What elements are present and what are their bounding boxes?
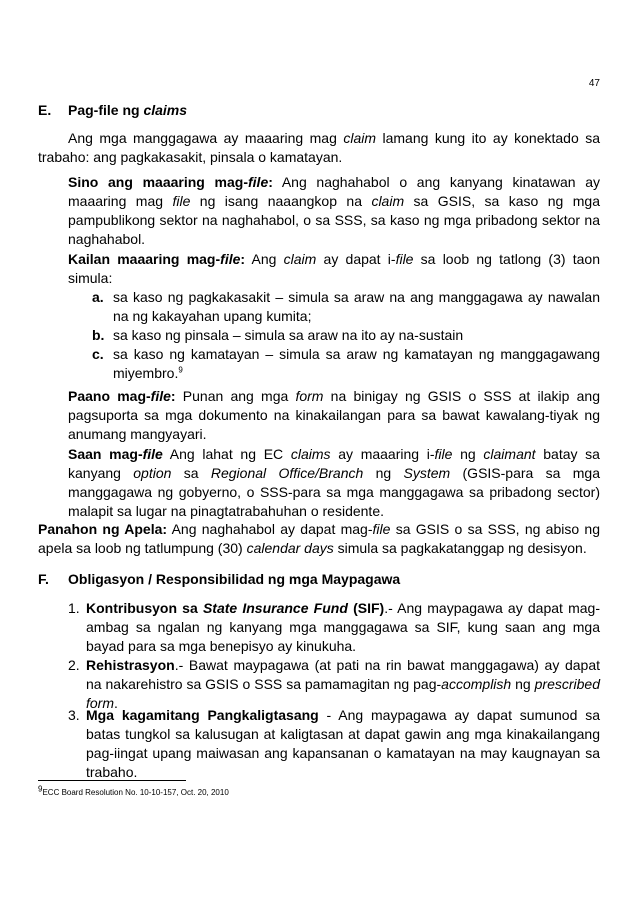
section-e-letter: E. — [38, 102, 52, 118]
sino-file-term: file — [172, 193, 191, 209]
kailan-file-term: file — [395, 251, 414, 267]
kailan-text-3: sa loob ng tatlong (3) taon simula: — [68, 251, 600, 286]
kailan-text: Ang — [245, 251, 284, 267]
list-item-text: sa kaso ng kamatayan – simula sa araw ng kamatayan ng manggagawang miyembro. — [113, 346, 600, 381]
paano-label-file: file — [150, 388, 171, 404]
list-marker: 1. — [68, 600, 80, 616]
saan-option-term: option — [133, 465, 172, 481]
kailan-label-file: file — [220, 251, 241, 267]
page-number: 47 — [588, 78, 600, 89]
paano-text: Punan ang mga — [175, 388, 296, 404]
panahon-file-term: file — [372, 521, 391, 537]
item-label: Kontribusyon sa — [86, 600, 203, 616]
saan-claims-term: claims — [290, 446, 331, 462]
saan-label: Saan mag- — [68, 446, 143, 462]
item-label: Rehistrasyon — [86, 657, 175, 673]
sino-paragraph — [68, 173, 600, 249]
saan-file-term: file — [434, 446, 453, 462]
panahon-calendar-days-term: calendar days — [246, 540, 334, 556]
item-prescribed-form-term: prescribed form — [86, 676, 600, 711]
list-item — [92, 326, 600, 345]
list-marker: 2. — [68, 657, 80, 673]
footnote-number: 9 — [38, 784, 43, 794]
saan-regional-term: Regional Office/Branch — [210, 465, 364, 481]
kailan-claim-term: claim — [283, 251, 317, 267]
panahon-text: Ang naghahabol ay dapat mag- — [167, 521, 373, 537]
section-e-heading — [38, 100, 187, 120]
paano-label-colon: : — [170, 388, 176, 404]
list-item-text: sa kaso ng pagkakasakit – simula sa araw na ang manggagawa ay nawalan na ng kakayahan upang kumita; — [113, 289, 600, 324]
footnote-divider — [38, 780, 186, 781]
saan-text-4: batay sa kanyang — [68, 446, 600, 481]
footnote — [38, 784, 229, 798]
item-text-3: . — [114, 695, 118, 711]
saan-paragraph — [68, 445, 600, 521]
sino-label-file: file — [248, 174, 269, 190]
panahon-label: Panahon ng Apela: — [38, 521, 168, 537]
intro-claim-term: claim — [343, 130, 377, 146]
kailan-paragraph — [68, 250, 600, 288]
paano-paragraph — [68, 387, 600, 444]
list-item — [68, 599, 600, 656]
footnote-ref: 9 — [178, 365, 183, 375]
paano-form-term: form — [295, 388, 324, 404]
item-label-2: (SIF) — [347, 600, 385, 616]
sino-text-3: sa GSIS, sa kaso ng mga pampublikong sektor na naghahabol, o sa SSS, sa kaso ng mga pribadong sektor na naghahabol. — [68, 193, 600, 247]
list-item-text: sa kaso ng pinsala – simula sa araw na ito ay na-sustain — [113, 327, 464, 343]
saan-text-5: sa — [171, 465, 211, 481]
paano-text-2: na binigay ng GSIS o SSS at ilakip ang pagsuporta sa mga dokumento na kinakailangan para sa bawat kawalang-tiyak ng anumang mangyayari. — [68, 388, 600, 442]
list-item — [68, 656, 600, 713]
section-f-heading — [38, 569, 400, 589]
list-marker: a. — [92, 289, 104, 305]
section-f-title: Obligasyon / Responsibilidad ng mga Maypagawa — [68, 571, 401, 587]
intro-text: Ang mga manggagawa ay maaaring mag — [68, 130, 344, 146]
paano-label: Paano mag- — [68, 388, 151, 404]
kailan-label: Kailan maaaring mag- — [68, 251, 221, 267]
item-text: - Ang maypagawa ay dapat sumunod sa batas tungkol sa kalusugan at kaligtasan at dapat gawin ang mga kinakailangang pag-iingat upang maiwasan ang kapansanan o kamatayan na may kaugnayan sa trabaho. — [86, 707, 600, 780]
kailan-label-colon: : — [240, 251, 246, 267]
item-label: Mga kagamitang Pangkaligtasang — [86, 707, 319, 723]
saan-text: Ang lahat ng EC — [162, 446, 291, 462]
saan-text-3: ng — [452, 446, 484, 462]
footnote-text: ECC Board Resolution No. 10-10-157, Oct. 20, 2010 — [42, 788, 229, 797]
list-item — [68, 706, 600, 782]
item-label-italic: State Insurance Fund — [202, 600, 348, 616]
sino-claim-term: claim — [371, 193, 405, 209]
intro-text-2: lamang kung ito ay konektado sa trabaho: ang pagkakasakit, pinsala o kamatayan. — [38, 130, 601, 165]
list-marker: b. — [92, 327, 105, 343]
panahon-text-2: sa GSIS o sa SSS, ng abiso ng apela sa loob ng tatlumpung (30) — [38, 521, 600, 556]
item-text-2: ng — [511, 676, 535, 692]
list-marker: c. — [92, 346, 104, 362]
section-e-intro — [38, 129, 600, 167]
section-e-title: Pag-file ng — [68, 102, 144, 118]
saan-text-6: ng — [363, 465, 404, 481]
list-item — [92, 288, 600, 326]
list-marker: 3. — [68, 707, 80, 723]
item-text: .- Ang maypagawa ay dapat mag-ambag sa ngalan ng kanyang mga manggagawa sa SIF, kung saan ang mga bayad para sa mga benepisyo ay kinukuha. — [86, 600, 601, 654]
section-f-letter: F. — [38, 571, 49, 587]
kailan-text-2: ay dapat i- — [316, 251, 396, 267]
saan-claimant-term: claimant — [483, 446, 536, 462]
sino-text: Ang naghahabol o ang kanyang kinatawan ay maaaring mag — [68, 174, 600, 209]
item-accomplish-term: accomplish — [441, 676, 512, 692]
panahon-paragraph — [38, 520, 600, 558]
list-item — [92, 345, 600, 383]
saan-system-term: System — [403, 465, 451, 481]
section-e-title-italic: claims — [143, 102, 188, 118]
saan-text-2: ay maaaring i- — [330, 446, 435, 462]
sino-label: Sino ang maaaring mag- — [68, 174, 248, 190]
sino-text-2: ng isang naaangkop na — [190, 193, 372, 209]
sino-label-colon: : — [268, 174, 273, 190]
panahon-text-3: simula sa pagkakatanggap ng desisyon. — [333, 540, 587, 556]
item-text: .- Bawat maypagawa (at pati na rin bawat manggagawa) ay dapat na nakarehistro sa GSIS o SSS sa pamamagitan ng pag- — [86, 657, 600, 692]
saan-text-7: (GSIS-para sa mga manggagawa ng gobyerno, o SSS-para sa mga manggagawa sa pribadong sector) malapit sa lugar na pinagtatrabahuhan o residente. — [68, 465, 600, 519]
saan-label-file: file — [142, 446, 163, 462]
